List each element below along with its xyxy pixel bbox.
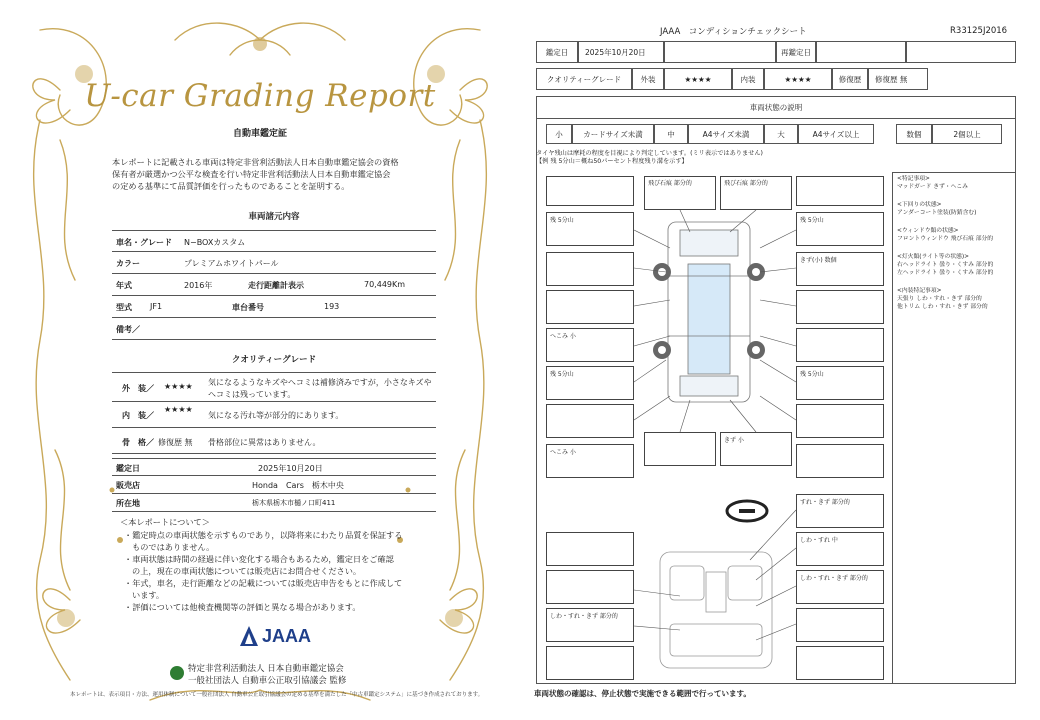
spec-row-year [112, 274, 436, 296]
interior-label: 内装 [732, 68, 764, 90]
condition-label: 飛び石痕 部分的 [648, 180, 692, 187]
address-value: 栃木県栃木市樋ノ口町411 [252, 499, 336, 507]
condition-check-sheet [520, 0, 1040, 720]
car-top-view-diagram [644, 216, 774, 408]
report-notes [120, 516, 430, 613]
year-label: 年式 [116, 281, 132, 290]
note-section-lights: <灯火類(ライト等の状態)> 右ヘッドライト 曇り・くすみ 部分的 左ヘッドライト 曇り・くすみ 部分的 [897, 254, 994, 276]
sheet-title: JAAA コンディションチェックシート [660, 27, 807, 37]
note-item: ・年式，車名，走行距離などの記載については販売店申告をもとに作成して います。 [124, 578, 403, 600]
interior-stars: ★★★★ [764, 68, 832, 90]
reinspect-date-label: 再鑑定日 [776, 41, 816, 63]
intro-line: 本レポートに記載される車両は特定非営利活動法人日本自動車鑑定協会の資格 [112, 157, 399, 167]
condition-label: すれ・きず 部分的 [800, 499, 850, 506]
condition-label: きず 小 [724, 437, 744, 444]
spec-row-color [112, 252, 436, 274]
exterior-label: 外装 [632, 68, 664, 90]
size-large-label: 大 [764, 124, 798, 144]
spec-row-remarks [112, 318, 436, 340]
date-label: 鑑定日 [116, 464, 140, 473]
note-section-windows: <ウィンドウ類の状態> フロントウィンドウ 飛び石痕 部分的 [897, 228, 994, 242]
intro-line: 保有者が厳選かつ公平な検査を行い特定非営利活動法人日本自動車鑑定協会 [112, 169, 391, 179]
mileage-value: 70,449Km [364, 280, 406, 289]
notes-title: ＜本レポートについて＞ [120, 517, 210, 527]
note-item: ・鑑定時点の車両状態を示すものであり，以降将来にわたり品質を保証する ものではありません。 [124, 530, 403, 552]
condition-label: 残 5分山 [550, 217, 574, 224]
tire-hint: タイヤ残山は摩耗の程度を目視により判定しています。(ミリ表示ではありません) [536, 150, 763, 157]
quality-row-frame [112, 428, 436, 454]
condition-box-right-4 [796, 328, 884, 362]
info-row-address [112, 494, 436, 512]
org-name-council: 一般社団法人 自動車公正取引協議会 監修 [188, 676, 347, 686]
frame-label: 骨 格／ [122, 438, 154, 447]
inspect-date-value: 2025年10月20日 [578, 41, 664, 63]
exterior-stars: ★★★★ [164, 382, 193, 391]
condition-box-left-3 [546, 290, 634, 324]
shop-label: 販売店 [116, 481, 140, 490]
note-section-underbody: <下回りの状態> アンダーコート塗装(防錆含む) [897, 202, 977, 216]
condition-label: 残 5分山 [800, 371, 824, 378]
condition-label: しわ・すれ・きず 部分的 [550, 613, 618, 620]
condition-box-interior-left-2 [546, 570, 634, 604]
condition-label: へこみ 小 [550, 449, 576, 456]
vehicle-state-header: 車両状態の説明 [536, 96, 1016, 118]
size-medium-desc: A4サイズ未満 [688, 124, 764, 144]
footer-note: 本レポートは、表示項目・方法、運用体制について一般社団法人 自動車公正取引協議会の定める基準を満たした「中古車鑑定システム」に基づき作成されております。 [70, 692, 484, 698]
condition-box-rear-mid [644, 432, 716, 466]
condition-label: しわ・すれ 中 [800, 537, 838, 544]
inspect-date-label: 鑑定日 [536, 41, 578, 63]
quality-section-header: クオリティーグレード [231, 355, 317, 365]
condition-label: しわ・すれ・きず 部分的 [800, 575, 868, 582]
interior-desc: 気になる汚れ等が部分的にあります。 [208, 411, 344, 420]
condition-box-interior-4 [796, 608, 884, 642]
grade-label: 車名・グレード [116, 238, 172, 247]
condition-box-left-2 [546, 252, 634, 286]
report-title: U-car Grading Report [84, 78, 436, 114]
document-id: R33125J2016 [950, 26, 1008, 36]
note-item: ・評価については他検査機関等の評価と異なる場合があります。 [124, 602, 361, 612]
repair-history-value: 修復歴 無 [868, 68, 928, 90]
reinspect-date-value [816, 41, 906, 63]
quality-grade-label: クオリティーグレード [536, 68, 632, 90]
exterior-desc-line: ヘコミは残っています。 [208, 390, 296, 399]
condition-box-interior-5 [796, 646, 884, 680]
condition-label: 残 5分山 [550, 371, 574, 378]
date-value: 2025年10月20日 [258, 464, 323, 473]
color-value: プレミアムホワイトパール [184, 259, 279, 268]
spec-row-model [112, 296, 436, 318]
org-name-jaaa: 特定非営利活動法人 日本自動車鑑定協会 [188, 664, 344, 674]
special-notes-panel [892, 172, 1016, 684]
interior-stars: ★★★★ [164, 405, 193, 414]
council-emblem-icon [170, 666, 184, 680]
frame-value: 修復歴 無 [158, 438, 193, 447]
repair-history-label: 修復歴 [832, 68, 868, 90]
exterior-stars: ★★★★ [664, 68, 732, 90]
size-large-desc: A4サイズ以上 [798, 124, 874, 144]
size-small-label: 小 [546, 124, 572, 144]
condition-label: へこみ 小 [550, 333, 576, 340]
mileage-label: 走行距離計表示 [248, 281, 304, 290]
intro-line: の定める基準にて品質評価を行ったものであることを証明する。 [112, 181, 350, 191]
exterior-label: 外 装／ [122, 384, 154, 393]
grade-value: N−BOXカスタム [184, 238, 246, 247]
spec-row-grade [112, 230, 436, 252]
condition-box-right-6 [796, 404, 884, 438]
spec-section-header: 車両諸元内容 [248, 212, 300, 222]
jaaa-emblem-icon [238, 624, 260, 648]
interior-label: 内 装／ [122, 411, 154, 420]
jaaa-logo-text: JAAA [262, 626, 312, 646]
condition-box-interior-left-4 [546, 646, 634, 680]
note-item: ・車両状態は時間の経過に伴い変化する場合もあるため，鑑定日をご確認 の上，現在の車両状態については販売店にお問合せください。 [124, 554, 394, 576]
shop-value: Honda Cars 栃木中央 [252, 481, 344, 490]
reinspect-date-blank [906, 41, 1016, 63]
condition-box-front-left [546, 176, 634, 206]
model-value: JF1 [150, 302, 163, 311]
size-small-desc: カードサイズ未満 [572, 124, 654, 144]
count-label: 数個 [896, 124, 932, 144]
year-value: 2016年 [184, 281, 213, 290]
size-medium-label: 中 [654, 124, 688, 144]
color-label: カラー [116, 259, 140, 268]
count-desc: 2個以上 [932, 124, 1002, 144]
quality-row-exterior [112, 372, 436, 402]
condition-box-right-3 [796, 290, 884, 324]
model-label: 型式 [116, 303, 132, 312]
info-row-shop [112, 476, 436, 494]
certificate-subtitle: 自動車鑑定証 [232, 129, 287, 139]
inspection-disclaimer: 車両状態の確認は、停止状態で実施できる範囲で行っています。 [534, 689, 751, 698]
frame-desc: 骨格部位に異常はありません。 [208, 438, 321, 447]
condition-box-left-6 [546, 404, 634, 438]
car-interior-diagram [656, 548, 776, 672]
condition-label: きず(小) 数個 [800, 257, 837, 264]
note-section-special: <特記事項> マッドガード きず・へこみ [897, 176, 968, 190]
condition-box-front-right [796, 176, 884, 206]
jaaa-logo [238, 624, 318, 648]
steering-wheel-icon [724, 498, 770, 524]
condition-box-interior-left-1 [546, 532, 634, 566]
chassis-label: 車台番号 [232, 303, 264, 312]
quality-row-interior [112, 402, 436, 428]
inspect-date-blank [664, 41, 776, 63]
info-row-date [112, 458, 436, 476]
intro-text [112, 156, 432, 192]
condition-box-rear-right [796, 444, 884, 478]
chassis-value: 193 [324, 302, 340, 311]
tire-hint-example: 【例 残 5分山＝概ね50パーセント程度残り溝を示す】 [536, 158, 688, 165]
note-section-interior: <内装特記事項> 天張り しわ・すれ・きず 部分的 他トリム しわ・すれ・きず 部分的 [897, 288, 988, 310]
condition-label: 飛び石痕 部分的 [724, 180, 768, 187]
address-label: 所在地 [116, 499, 140, 508]
condition-label: 残 5分山 [800, 217, 824, 224]
exterior-desc-line: 気になるようなキズやヘコミは補修済みですが，小さなキズや [208, 378, 432, 387]
remarks-label: 備考／ [116, 325, 140, 334]
